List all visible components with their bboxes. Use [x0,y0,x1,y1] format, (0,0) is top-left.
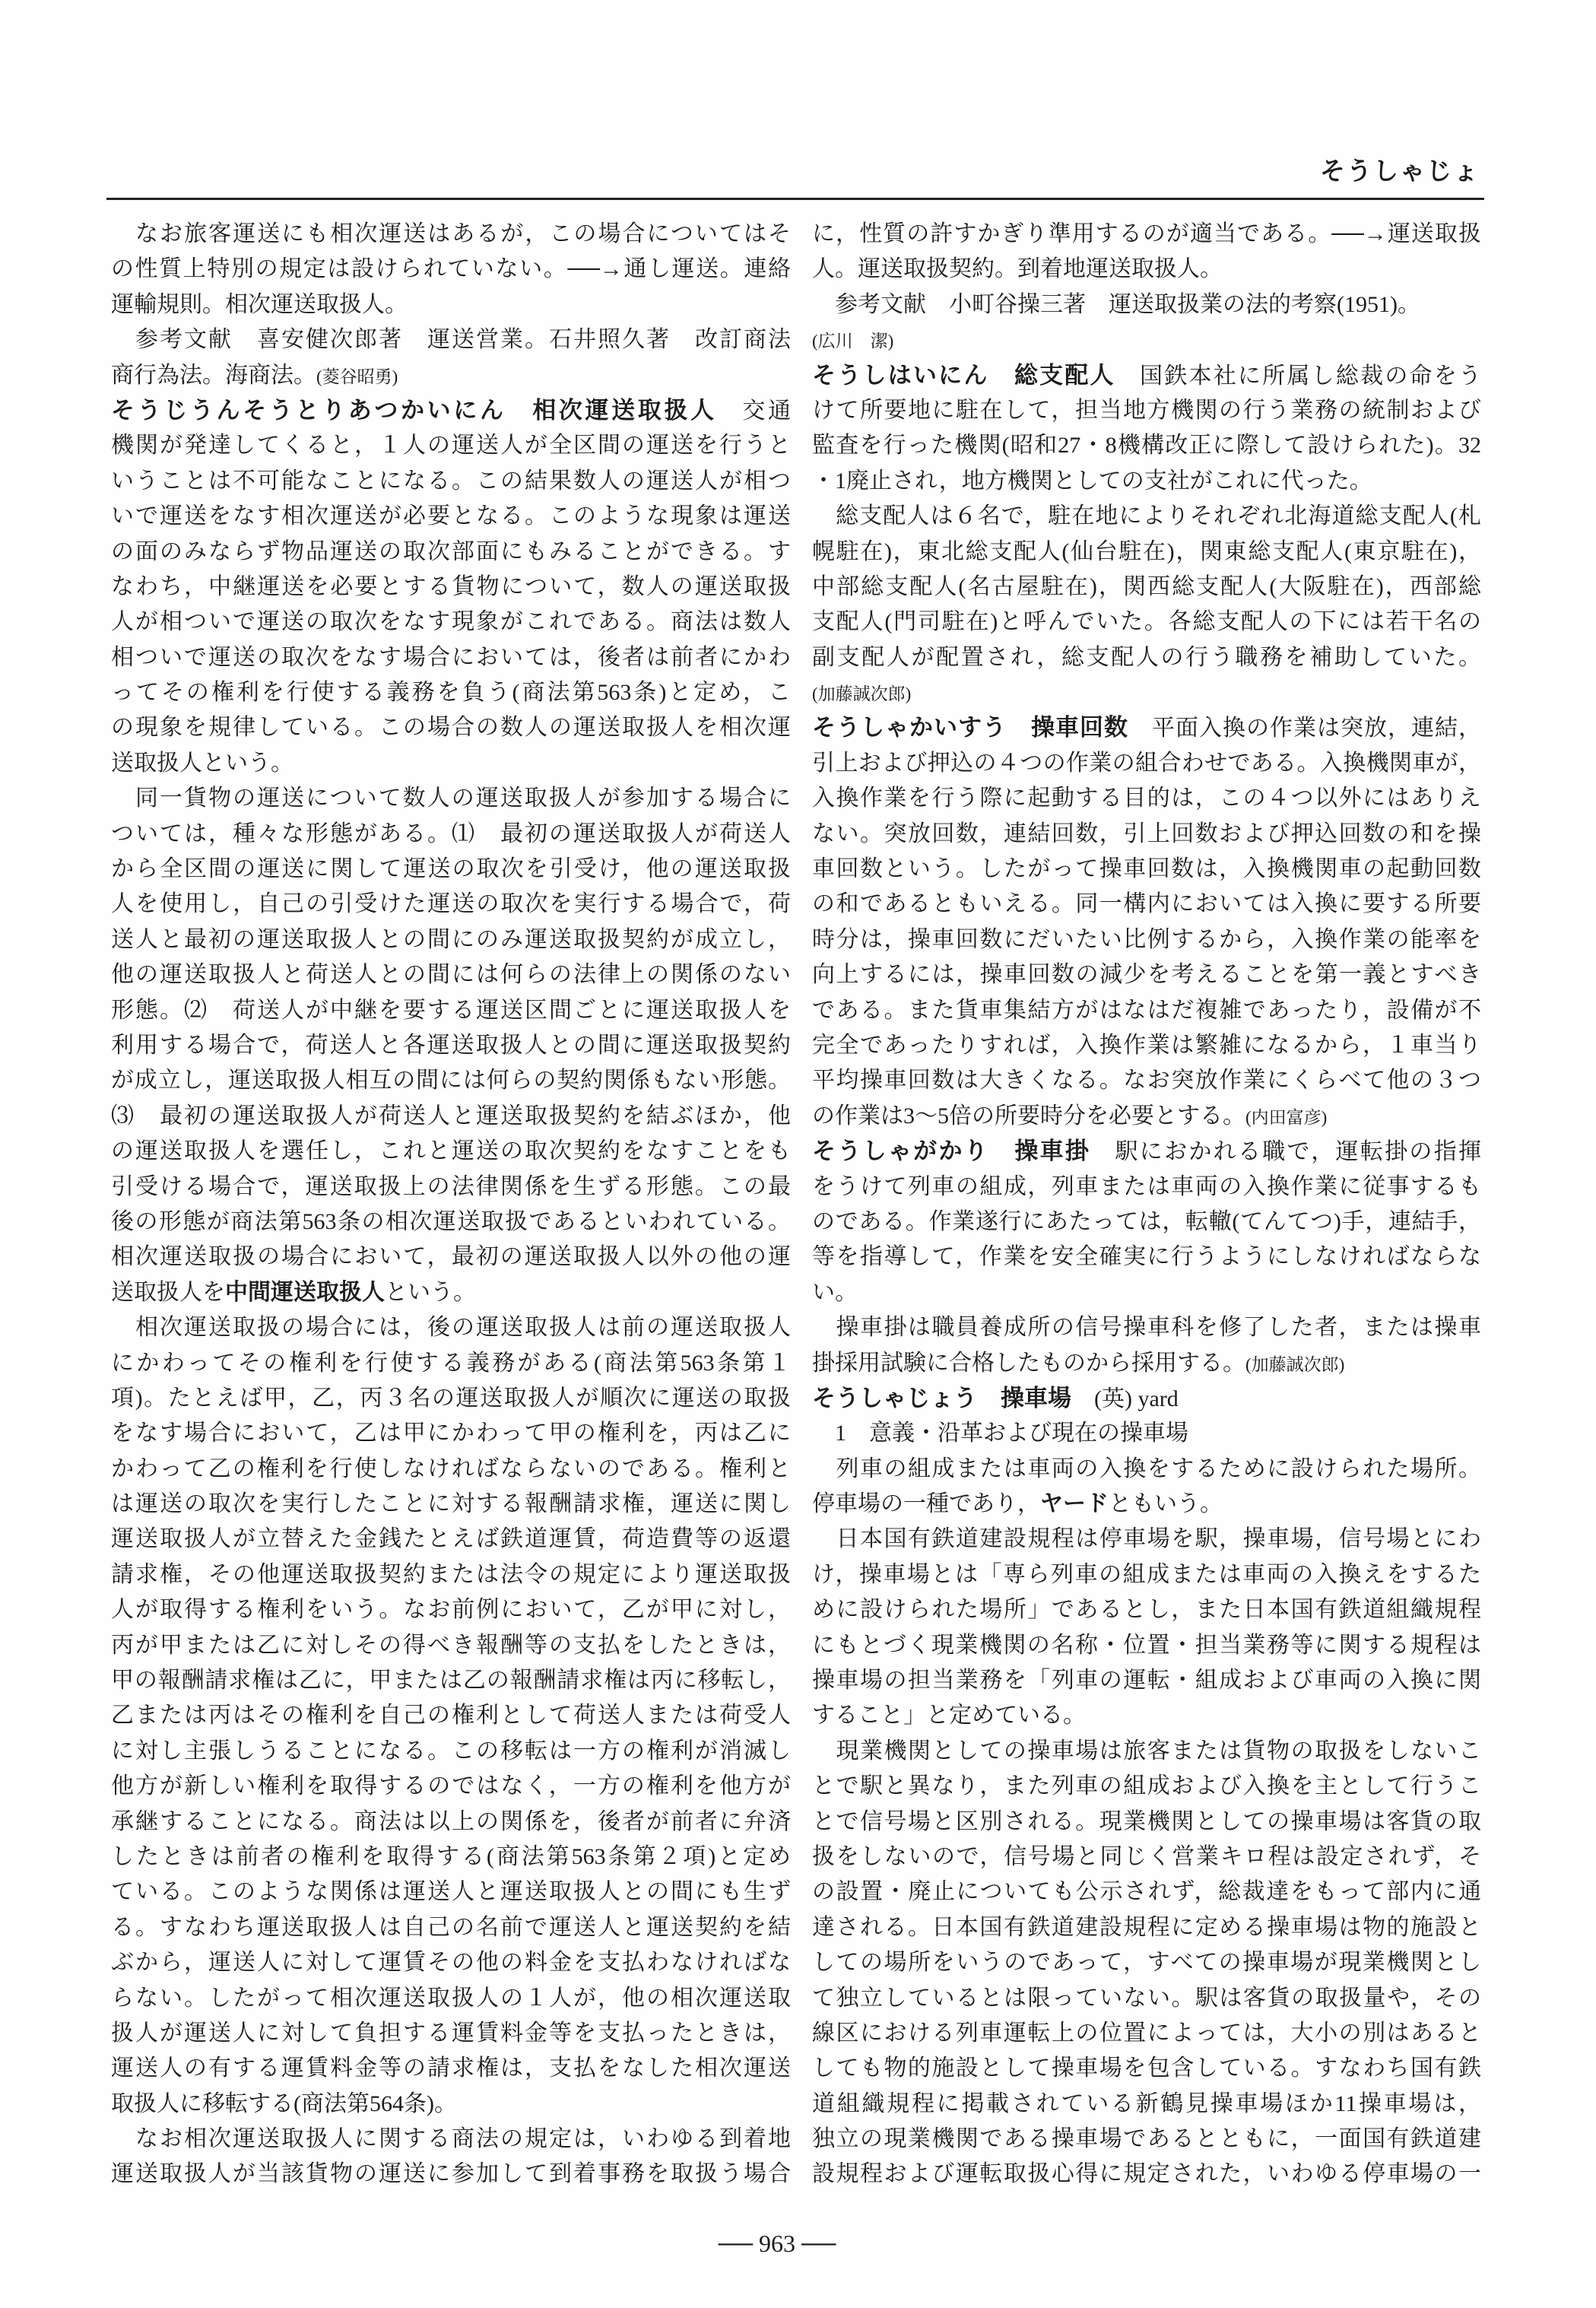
text-line: る。すなわち運送取扱人は自己の名前で運送人と運送契約を結 [111,1914,791,1940]
text-line: 中部総支配人(名古屋駐在)，関西総支配人(大阪駐在)，西部総 [812,573,1481,599]
headword: 操車回数 [1007,714,1128,741]
text-line: て独立しているとは限っていない。駅は客貨の取扱量や，その [812,1985,1481,2011]
headword: そうじうんそうとりあつかいにん [111,396,506,424]
headword: 操車掛 [989,1138,1091,1165]
text-line: け，操車場とは「専ら列車の組成または車両の入換えをするた [812,1561,1481,1587]
text-line: 送人と最初の運送取扱人との間にのみ運送取扱契約が成立し， [111,926,791,952]
text-line: 監査を行った機関(昭和27・8機構改正に際して設けられた)。32 [812,433,1481,459]
text-run: 停車場の一種であり， [812,1491,1040,1517]
headword: 操車場 [977,1384,1071,1411]
text-line [812,1381,1481,1416]
text-line: に対し主張しうることになる。この移転は一方の権利が消滅し [111,1738,791,1764]
author-attribution: (広川 潔) [812,332,894,351]
text-line: 後の形態が商法第563条の相次運送取扱であるといわれている。 [111,1208,791,1234]
text-line: 設規程および運転取扱心得に規定された，いわゆる停車場の一 [812,2161,1481,2187]
text-line: 現業機関としての操車場は旅客または貨物の取扱をしないこ [812,1738,1481,1764]
text-line: しての場所をいうのであって，すべての操車場が現業機関とし [812,1950,1481,1976]
text-line: 運送取扱人が立替えた金銭たとえば鉄道運賃，荷造費等の返還 [111,1526,791,1552]
headword: そうしゃかいすう [812,714,1007,741]
text-line: 車回数という。したがって操車回数は，入換機関車の起動回数 [812,856,1481,882]
text-line: 乙または丙はその権利を自己の権利として荷送人または荷受人 [111,1703,791,1729]
headword: そうしはいにん [812,361,989,389]
text-line: ている。このような関係は運送人と運送取扱人との間にも生ず [111,1879,791,1905]
page-number: ── 963 ── [718,2230,836,2257]
bold-term: 中間運送取扱人 [225,1279,385,1305]
headword: 相次運送取扱人 [506,396,717,424]
text-line: したときは前者の権利を取得する(商法第563条第２項)と定め [111,1843,791,1869]
text-line: の和であるともいえる。同一構内においては入換に要する所要 [812,891,1481,917]
text-line: から全区間の運送に関して運送の取次を引受け，他の運送取扱 [111,856,791,882]
text-line: の現象を規律している。この場合の数人の運送取扱人を相次運 [111,715,791,741]
text-line [812,675,1481,710]
text-run: 交通 [716,398,791,424]
text-line: いで運送をなす相次運送が必要となる。このような現象は運送 [111,503,791,529]
text-line: らない。したがって相次運送取扱人の１人が，他の相次運送取 [111,1985,791,2011]
left-column [111,217,791,2192]
text-line: 人が相ついで運送の取次をなす現象がこれである。商法は数人 [111,609,791,635]
text-line: のである。作業遂行にあたっては，転轍(てんてつ)手，連結手， [812,1208,1481,1234]
text-line: 引受ける場合で，運送取扱上の法律関係を生ずる形態。この最 [111,1173,791,1199]
text-line: 人を使用し，自己の引受けた運送の取次を実行する場合で，荷 [111,891,791,917]
text-run: (英) yard [1071,1386,1179,1411]
text-line: かわって乙の権利を行使しなければならないのである。権利と [111,1456,791,1481]
text-line: 相ついで運送の取次をなす場合においては，後者は前者にかわ [111,644,791,670]
text-line: けて所要地に駐在して，担当地方機関の行う業務の統制および [812,397,1481,423]
text-line: 機関が発達してくると，１人の運送人が全区間の運送を行うと [111,433,791,459]
text-line [812,1099,1481,1134]
text-line: 参考文献 喜安健次郎著 運送営業。石井照久著 改訂商法 [111,327,791,353]
text-line: とで信号場と区別される。現業機関としての操車場は客貨の取 [812,1808,1481,1834]
author-attribution: (加藤誠次郎) [1245,1354,1345,1374]
text-line: の運送取扱人を選任し，これと運送の取次契約をなすことをも [111,1138,791,1164]
text-line: 等を指導して，作業を安全確実に行うようにしなければならな [812,1244,1481,1270]
bold-term: ヤード [1040,1491,1109,1517]
text-line [111,393,791,428]
text-line: なお相次運送取扱人に関する商法の規定は，いわゆる到着地 [111,2126,791,2152]
text-line: 人。運送取扱契約。到着地運送取扱人。 [812,256,1223,282]
text-line: 向上するには，操車回数の減少を考えることを第一義とすべき [812,962,1481,988]
text-line: しても物的施設として操車場を包含している。すなわち国有鉄 [812,2056,1481,2081]
header-rule [106,198,1484,200]
text-run: 国鉄本社に所属し総裁の命をう [1115,363,1481,389]
text-line: 総支配人は６名で，駐在地によりそれぞれ北海道総支配人(札 [812,503,1481,529]
text-line: 相次運送取扱の場合には，後の運送取扱人は前の運送取扱人 [111,1315,791,1341]
text-line: をうけて列車の組成，列車または車両の入換作業に従事するも [812,1173,1481,1199]
text-line [111,1275,791,1310]
text-line: をなす場合において，乙は甲にかわって甲の権利を，丙は乙に [111,1421,791,1446]
text-line [111,358,791,393]
text-line: ぶから，運送人に対して運賃その他の料金を支払わなければな [111,1950,791,1976]
text-line: 利用する場合で，荷送人と各運送取扱人との間に運送取扱契約 [111,1032,791,1058]
text-line: いうことは不可能なことになる。この結果数人の運送人が相つ [111,468,791,494]
text-run: 掛採用試験に合格したものから採用する。 [812,1350,1245,1376]
text-line: は運送の取次を実行したことに対する報酬請求権，運送に関し [111,1491,791,1517]
text-line: 独立の現業機関である操車場であるとともに，一面国有鉄道建 [812,2126,1481,2152]
text-line: 時分は，操車回数にだいたい比例するから，入換作業の能率を [812,926,1481,952]
text-line [812,710,1481,745]
text-line: とで駅と異なり，また列車の組成および入換を主として行うこ [812,1773,1481,1799]
text-line: ついては，種々な形態がある。⑴ 最初の運送取扱人が荷送人 [111,821,791,846]
text-line: 承継することになる。商法は以上の関係を，後者が前者に弁済 [111,1808,791,1834]
text-line: の性質上特別の規定は設けられていない。──→通し運送。連絡 [111,256,791,282]
text-line: なお旅客運送にも相次運送はあるが，この場合についてはそ [111,221,791,246]
text-line: 相次運送取扱の場合において，最初の運送取扱人以外の他の運 [111,1244,791,1270]
headword: そうしゃがかり [812,1138,990,1165]
text-line: に，性質の許すかぎり準用するのが適当である。──→運送取扱 [812,221,1481,246]
text-line [812,322,1481,357]
text-line: 運送取扱人が当該貨物の運送に参加して到着事務を取扱う場合 [111,2161,791,2187]
text-line: 送取扱人という。 [111,750,293,776]
text-run: の作業は3～5倍の所要時分を必要とする。 [812,1103,1245,1129]
text-line: ない。突放回数，連結回数，引上回数および押込回数の和を操 [812,821,1481,846]
text-line: 人が取得する権利をいう。なお前例において，乙が甲に対し， [111,1597,791,1623]
text-line: 引上および押込の４つの作業の組合わせである。入換機関車が， [812,750,1481,776]
text-line [812,1134,1481,1169]
text-line: 完全であったりすれば，入換作業は繁雑になるから，１車当り [812,1032,1481,1058]
text-line: が成立し，運送取扱人相互の間には何らの契約関係もない形態。 [111,1068,791,1094]
text-line: にかわってその権利を行使する義務がある(商法第563条第１ [111,1350,791,1376]
text-run: 商行為法。海商法。 [111,362,316,388]
text-line: 副支配人が配置され，総支配人の行う職務を補助していた。 [812,644,1481,670]
text-line: 扱をしないので，信号場と同じく営業キロ程は設定されず，そ [812,1843,1481,1869]
text-line: 甲の報酬請求権は乙に，甲または乙の報酬請求権は丙に移転し， [111,1668,791,1694]
text-line [812,1346,1481,1381]
text-line: 達される。日本国有鉄道建設規程に定める操車場は物的施設と [812,1914,1481,1940]
author-attribution: (菱谷昭勇) [316,367,398,386]
text-line: の設置・廃止についても公示されず，総裁達をもって部内に通 [812,1879,1481,1905]
text-line: 線区における列車運転上の位置によっては，大小の別はあると [812,2020,1481,2046]
text-line: にもとづく現業機関の名称・位置・担当業務等に関する規程は [812,1632,1481,1658]
text-line: 入換作業を行う際に起動する目的は，この４つ以外にはありえ [812,786,1481,811]
text-run: という。 [385,1279,476,1305]
text-line: 操車掛は職員養成所の信号操車科を修了した者，または操車 [812,1315,1481,1341]
author-attribution: (内田富彦) [1245,1107,1328,1127]
text-line: 取扱人に移転する(商法第564条)。 [111,2091,457,2116]
text-line: めに設けられた場所」であるとし，また日本国有鉄道組織規程 [812,1597,1481,1623]
text-line: い。 [812,1279,858,1305]
headword: 総支配人 [988,361,1115,389]
text-line: 平均操車回数は大きくなる。なお突放作業にくらべて他の３つ [812,1068,1481,1094]
right-column [812,217,1481,2192]
text-run: 送取扱人を [111,1279,225,1305]
text-line: 幌駐在)，東北総支配人(仙台駐在)，関東総支配人(東京駐在)， [812,538,1481,564]
text-line: なわち，中継運送を必要とする貨物について，数人の運送取扱 [111,573,791,599]
text-run: 平面入換の作業は突放，連結， [1128,716,1481,741]
text-line: 日本国有鉄道建設規程は停車場を駅，操車場，信号場とにわ [812,1526,1481,1552]
text-line: ってその権利を行使する義務を負う(商法第563条)と定め，こ [111,680,791,706]
text-line: 列車の組成または車両の入換をするために設けられた場所。 [812,1456,1481,1481]
text-line: ⑶ 最初の運送取扱人が荷送人と運送取扱契約を結ぶほか，他 [111,1103,791,1129]
text-line: 他の運送取扱人と荷送人との間には何らの法律上の関係のない [111,962,791,988]
text-line: 支配人(門司駐在)と呼んでいた。各総支配人の下には若干名の [812,609,1481,635]
text-line: 形態。⑵ 荷送人が中継を要する運送区間ごとに運送取扱人を [111,997,791,1023]
text-line: の面のみならず物品運送の取次部面にもみることができる。す [111,538,791,564]
text-line: すること」と定めている。 [812,1703,1086,1729]
text-line: 同一貨物の運送について数人の運送取扱人が参加する場合に [111,786,791,811]
text-line: ・1廃止され，地方機関としての支社がこれに代った。 [812,468,1372,494]
text-line: 丙が甲または乙に対しその得べき報酬等の支払をしたときは， [111,1632,791,1658]
text-line: 道組織規程に掲載されている新鶴見操車場ほか11操車場は， [812,2091,1481,2116]
running-head: そうしゃじょ [1320,158,1480,186]
text-line: 運送人の有する運賃料金等の請求権は，支払をなした相次運送 [111,2056,791,2081]
text-line [812,358,1481,393]
text-line: 請求権，その他運送取扱契約または法令の規定により運送取扱 [111,1561,791,1587]
text-line [812,1487,1481,1522]
text-run: 駅におかれる職で，運転掛の指揮 [1090,1139,1481,1165]
text-line: 運輸規則。相次運送取扱人。 [111,291,408,317]
text-run: ともいう。 [1109,1491,1223,1517]
text-line: である。また貨車集結方がはなはだ複雑であったり，設備が不 [812,997,1481,1023]
headword: そうしゃじょう [812,1384,977,1411]
text-line: 1 意義・沿革および現在の操車場 [812,1421,1188,1446]
text-line: 参考文献 小町谷操三著 運送取扱業の法的考察(1951)。 [812,291,1420,317]
text-line: 項)。たとえば甲，乙，丙３名の運送取扱人が順次に運送の取扱 [111,1385,791,1411]
author-attribution: (加藤誠次郎) [812,684,912,704]
text-line: 他方が新しい権利を取得するのではなく，一方の権利を他方が [111,1773,791,1799]
text-line: 操車場の担当業務を「列車の運転・組成および車両の入換に関 [812,1668,1481,1694]
text-line: 扱人が運送人に対して負担する運賃料金等を支払ったときは， [111,2020,791,2046]
